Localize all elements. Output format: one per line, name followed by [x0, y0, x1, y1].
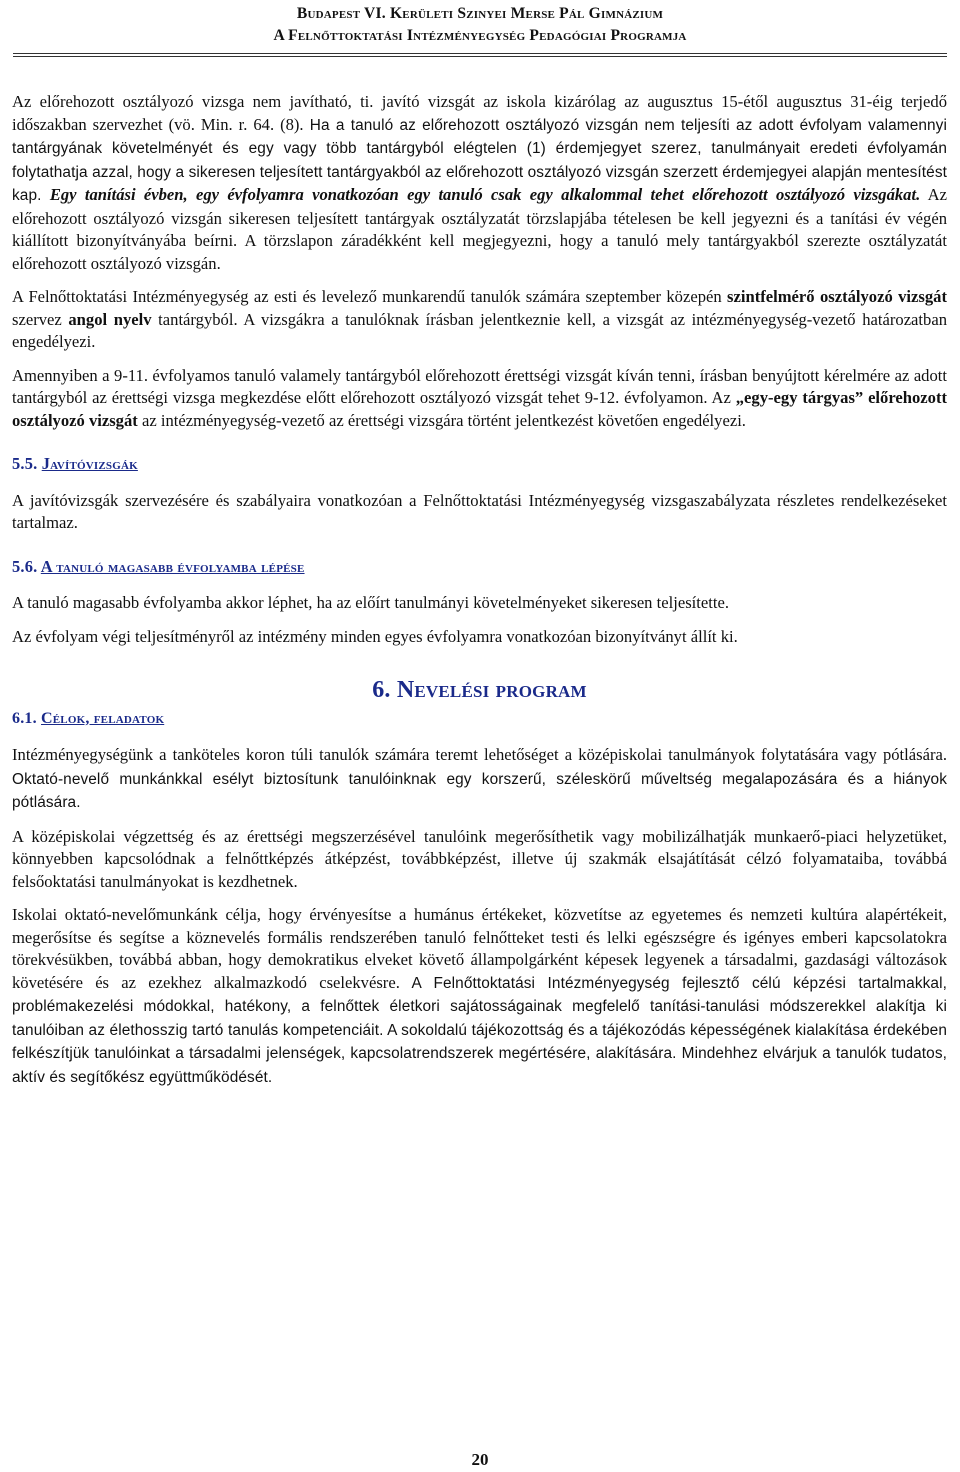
chapter-title: [12, 679, 947, 702]
paragraph-text: Ha a tanuló az előrehozott osztályozó vizsgán nem teljesíti az adott évfolyam valamennyi tantárgyának követelményét és egy vagy több tantárgyból elégtelen (1) érdemjegyet szerez, tanulmányait eredeti évfolyamán folytathatja azzal, hogy a sikeresen teljesített tantárgyakból az előrehozott osztályozó vizsgán szerzett érdemjegyei alapján mentesítést kap.: [12, 116, 947, 204]
paragraph-graduation-benefits: A középiskolai végzettség és az érettségi megszerzésével tanulóink megerősíthetik vagy mobilizálhatják munkaerő-piaci helyzetüket, könnyebben kapcsolódnak a felnőttképzés átképzést, továbbképzést, illetve új szakmák elsajátítását célzó folyamataiba, továbbá felsőoktatási tanulmányokat is kezdhetnek.: [12, 826, 947, 891]
paragraph-text: A törzslapon záradékként kell megjegyezni, hogy a tanuló mely tantárgyakból szerezte osztályzatát előrehozott osztályozó vizsgán.: [12, 231, 947, 273]
section-heading-6-1: [12, 708, 947, 731]
paragraph-text: Az előrehozott osztályozó vizsgán sikeresen teljesített tantárgyak osztályzatát törzslapjába tételesen be kell jegyezni és a tanítási év végén kiállított bizonyítványába beírni.: [12, 185, 947, 250]
paragraph-text: Az előrehozott osztályozó vizsga nem javítható, ti. javító vizsgát az iskola kizárólag az augusztus 15-étől augusztus 31-éig terjedő időszakban szervezhet (vö. Min. r. 64. (8).: [12, 92, 947, 134]
paragraph-goals-intro: [12, 744, 947, 815]
section-title: Javítóvizsgák: [41, 454, 138, 473]
paragraph-text: Oktató-nevelő munkánkkal esélyt biztosítunk tanulóinknak egy korszerű, széleskörű műveltség megalapozására és a hiányok pótlására.: [12, 770, 947, 811]
section-title: A tanuló magasabb évfolyamba lépése: [40, 556, 305, 576]
header-school-name: Budapest VI. Kerületi Szinyei Merse Pál Gimnázium: [296, 5, 664, 22]
paragraph-certificate: Az évfolyam végi teljesítményről az intézmény minden egyes évfolyamra vonatkozóan bizonyítványt állít ki.: [12, 626, 738, 646]
paragraph-text: tantárgyból. A vizsgákra a tanulóknak írásban jelentkeznie kell, a vizsgát az intézményegység-vezető határozatban engedélyezi.: [12, 309, 947, 351]
paragraph-text: szervez: [12, 309, 69, 329]
paragraph-preliminary-exam: [12, 91, 947, 275]
page-number: 20: [471, 1450, 489, 1469]
section-number: 6.1.: [12, 709, 37, 727]
bold-text: szintfelmérő osztályozó vizsgát: [727, 287, 947, 306]
paragraph-text: A Felnőttoktatási Intézményegység fejlesztő célú képzési tartalmakkal, problémakezelési módokkal, hatékony, a felnőttek életkori sajátosságainak megfelelő tanítási-tanulási módszerekkel alakítja ki tanulóiban az élethosszig tartó tanulás kompetenciáit. A sokoldalú tájékozottság és a tájékozódás képességének kialakítása érdekében felkészítjük tanulóinkat a társadalmi jelenségek, kapcsolatrendszerek megértésére, alakítására. Mindehhez elvárjuk a tanulók tudatos, aktív és segítőkész együttműködését.: [12, 974, 947, 1086]
chapter-name: Nevelési program: [396, 677, 587, 703]
header-program-title: A Felnőttoktatási Intézményegység Pedagógiai Programja: [273, 27, 687, 44]
paragraph-text: Iskolai oktató-nevelőmunkánk célja, hogy érvényesítse a humánus értékeket, közvetítse az egyetemes és nemzeti kultúra alapértékeit, megerősítse és segítse a köznevelés formális rendszerében tanuló felnőtteket testi és lelki egészségre és igényes emberi kapcsolatokra törekvésükben, továbbá abban, hogy demokratikus elveket követő állampolgárként képesek legyenek a társadalmi, gazdasági változások követésére és az ezekhez alkalmazkodó cselekvésre.: [12, 905, 947, 992]
paragraph-early-graduation: [12, 365, 947, 433]
paragraph-level-test: [12, 286, 947, 354]
bold-text: angol nyelv: [68, 309, 152, 329]
header-rule: [13, 53, 947, 54]
section-number: 5.5.: [12, 454, 38, 473]
section-title: Célok, feladatok: [41, 709, 165, 727]
page-header: [0, 3, 960, 47]
section-heading-5-5: [12, 453, 947, 476]
paragraph-makeup-exams: A javítóvizsgák szervezésére és szabályaira vonatkozóan a Felnőttoktatási Intézményegység vizsgaszabályzata részletes rendelkezéseket tartalmaz.: [12, 490, 947, 532]
paragraph-text: Amennyiben a 9-11. évfolyamos tanuló valamely tantárgyból előrehozott érettségi vizsgát kíván tenni, írásban benyújtott kérelmére az adott tantárgyból az érettségi vizsga megkezdése előtt előrehozott osztályozó vizsgát tehet 9-12. évfolyamon. Az: [12, 365, 947, 407]
page-content: [12, 91, 947, 1100]
header-rule-thin: [13, 56, 947, 57]
chapter-number: 6.: [372, 677, 391, 703]
bold-text: „egy-egy tárgyas” előrehozott osztályozó vizsgát: [12, 388, 948, 430]
paragraph-text: az intézményegység-vezető az érettségi vizsgára történt jelentkezést követően engedélyezi.: [137, 410, 746, 430]
paragraph-promotion: A tanuló magasabb évfolyamba akkor léphet, ha az előírt tanulmányi követelményeket sikeresen teljesítette.: [12, 593, 729, 612]
paragraph-text: Intézményegységünk a tanköteles koron túli tanulók számára teremt lehetőséget a középiskolai tanulmányok folytatására vagy pótlására.: [12, 745, 947, 764]
section-number: 5.6.: [12, 556, 38, 576]
paragraph-text: A Felnőttoktatási Intézményegység az esti és levelező munkarendű tanulók számára szeptember közepén: [12, 287, 728, 306]
section-heading-5-6: [12, 556, 947, 579]
paragraph-educational-aims: [12, 904, 947, 1089]
emphasis-text: Egy tanítási évben, egy évfolyamra vonatkozóan egy tanuló csak egy alkalommal tehet előrehozott osztályozó vizsgákat.: [41, 185, 921, 204]
